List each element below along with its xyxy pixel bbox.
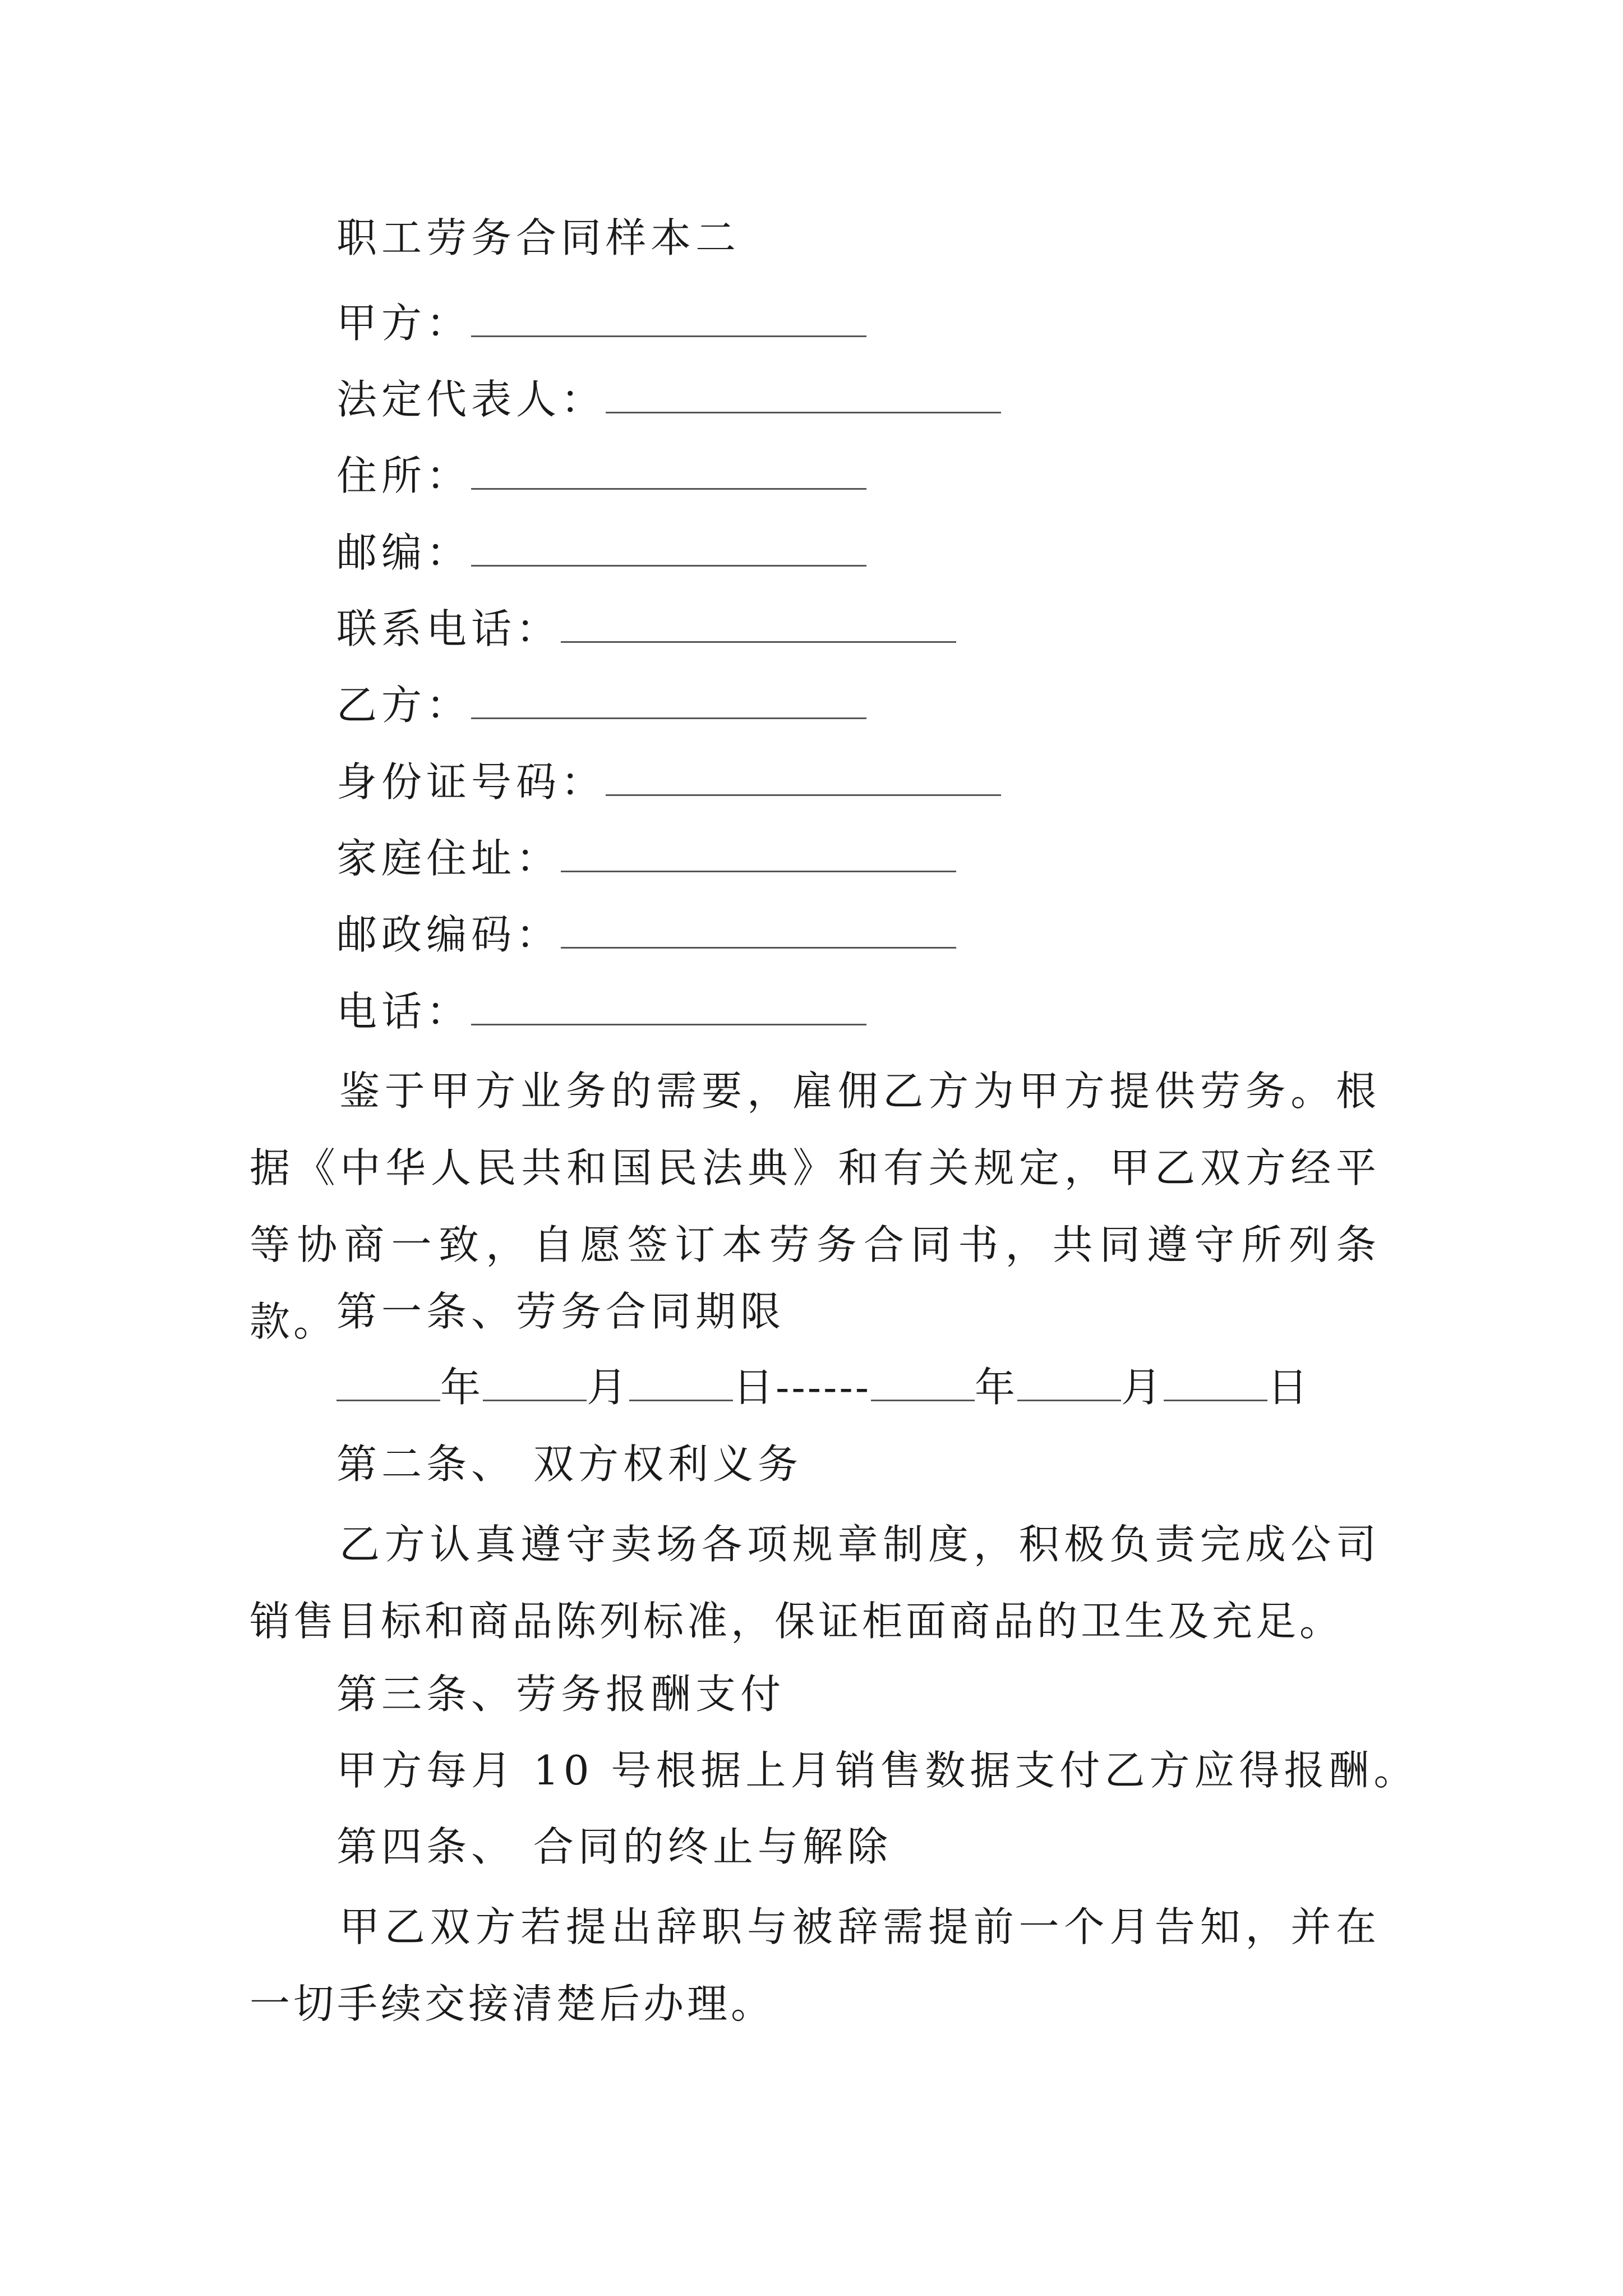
blank-line	[561, 911, 956, 949]
date-year-label: 年	[440, 1364, 483, 1411]
field-party-b	[336, 678, 866, 732]
blank-line	[871, 1364, 975, 1401]
field-label: 法定代表人：	[336, 376, 606, 423]
date-month-label: 月	[587, 1364, 630, 1411]
blank-line	[629, 1364, 733, 1401]
date-month-label: 月	[1121, 1364, 1164, 1411]
blank-line	[471, 682, 866, 719]
field-label: 乙方：	[336, 682, 472, 729]
blank-line	[606, 758, 1001, 796]
date-year-label: 年	[975, 1364, 1018, 1411]
date-day-label: 日	[1267, 1364, 1311, 1411]
field-postal-code	[336, 908, 956, 961]
article-3-body: 甲方每月 10 号根据上月销售数据支付乙方应得报酬。	[336, 1747, 1419, 1794]
date-day-label: 日	[733, 1364, 776, 1411]
field-phone	[336, 984, 866, 1038]
field-label: 身份证号码：	[336, 758, 606, 806]
field-legal-representative	[336, 372, 1001, 426]
field-home-address	[336, 831, 956, 885]
article-3-title: 第三条、劳务报酬支付	[336, 1671, 786, 1718]
article-4-title: 第四条、 合同的终止与解除	[336, 1823, 892, 1870]
blank-line	[471, 300, 866, 337]
field-party-a	[336, 296, 866, 350]
field-label: 家庭住址：	[336, 835, 561, 882]
blank-line	[471, 452, 866, 490]
blank-line	[471, 529, 866, 567]
field-address	[336, 449, 866, 503]
blank-line	[336, 1364, 440, 1401]
blank-line	[1164, 1364, 1267, 1401]
field-label: 住所：	[336, 452, 472, 499]
date-separator: ------	[776, 1364, 872, 1411]
field-label: 邮编：	[336, 529, 472, 576]
blank-line	[606, 376, 1001, 413]
article-2-body: 乙方认真遵守卖场各项规章制度，积极负责完成公司销售目标和商品陈列标准，保证柜面商品的卫生及充足。	[250, 1521, 1380, 1645]
contract-date-range	[336, 1360, 1310, 1414]
document-title: 职工劳务合同样本二	[336, 214, 741, 261]
field-label: 甲方：	[336, 300, 472, 347]
field-label: 邮政编码：	[336, 911, 561, 958]
article-4-body: 甲乙双方若提出辞职与被辞需提前一个月告知，并在一切手续交接清楚后办理。	[250, 1903, 1380, 2027]
blank-line	[561, 835, 956, 872]
field-postcode	[336, 526, 866, 579]
blank-line	[471, 988, 866, 1025]
field-label: 联系电话：	[336, 605, 561, 652]
blank-line	[561, 605, 956, 643]
article-2-title: 第二条、 双方权利义务	[336, 1441, 803, 1488]
field-label: 电话：	[336, 988, 472, 1035]
blank-line	[483, 1364, 587, 1401]
field-id-number	[336, 755, 1001, 809]
field-contact-phone	[336, 602, 956, 656]
blank-line	[1017, 1364, 1121, 1401]
preamble-paragraph: 鉴于甲方业务的需要，雇佣乙方为甲方提供劳务。根据《中华人民共和国民法典》和有关规定，甲乙双方经平等协商一致，自愿签订本劳务合同书，共同遵守所列条款。	[250, 1068, 1380, 1345]
article-1-title: 第一条、劳务合同期限	[336, 1288, 786, 1335]
